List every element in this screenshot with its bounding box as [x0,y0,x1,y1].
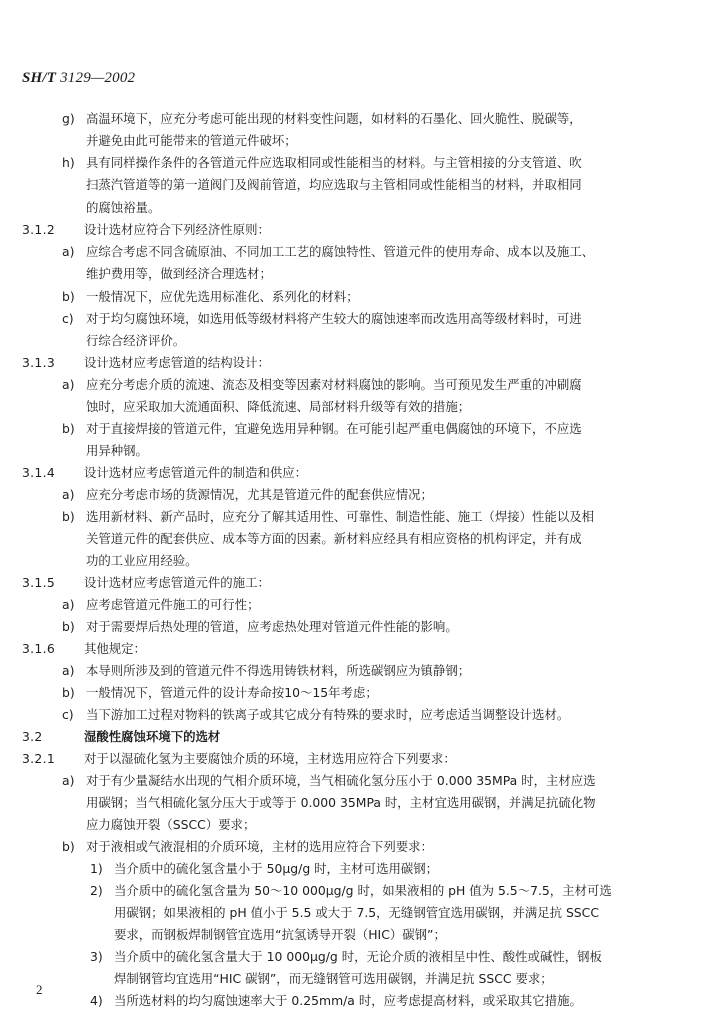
list-marker: b) [62,839,75,854]
text-line [0,616,701,638]
section-number: 3.1.6 [22,641,56,656]
section-heading [0,726,701,748]
line-text: 本导则所涉及到的管道元件不得选用铸铁材料，所选碳钢应为镇静钢； [86,663,471,678]
text-line [0,880,701,902]
list-marker: a) [62,663,75,678]
page-number: 2 [36,982,43,997]
text-line [0,108,701,130]
text-line [0,660,701,682]
line-text: 应充分考虑市场的货源情况，尤其是管道元件的配套供应情况； [86,487,433,502]
line-text: 用碳钢；如果液相的 pH 值小于 5.5 或大于 7.5，无缝钢管宜选用碳钢，并满足抗 SSCC [114,905,599,920]
line-text: 并避免由此可能带来的管道元件破坏； [86,133,297,148]
line-text: 功的工业应用经验。 [86,553,198,568]
line-text: 设计选材应考虑管道的结构设计： [84,355,270,370]
line-text: 行综合经济评价。 [86,333,186,348]
text-line [0,241,701,263]
list-marker: 2) [90,883,103,898]
list-marker: a) [62,773,75,788]
text-line [0,550,701,572]
text-line [0,396,701,418]
section-number: 3.1.3 [22,355,56,370]
section-number: 3.1.2 [22,222,56,237]
text-line [0,858,701,880]
text-line [0,506,701,528]
line-text: 一般情况下，管道元件的设计寿命按10～15年考虑； [86,685,378,700]
line-text: 焊制钢管均宜选用“HIC 碳钢”，而无缝钢管可选用碳钢，并满足抗 SSCC 要求； [114,971,553,986]
line-text: 关管道元件的配套供应、成本等方面的因素。新材料应经具有相应资格的机构评定，并有成 [86,531,582,546]
line-text: 应力腐蚀开裂（SSCC）要求； [86,817,256,832]
line-text: 对于液相或气液混相的介质环境，主材的选用应符合下列要求： [86,839,433,854]
text-line [0,130,701,152]
text-line [0,308,701,330]
text-line [0,946,701,968]
line-text: 当介质中的硫化氢含量小于 50μg/g 时，主材可选用碳钢； [114,861,439,876]
line-text: 对于均匀腐蚀环境，如选用低等级材料将产生较大的腐蚀速率而改选用高等级材料时，可进 [86,311,582,326]
line-text: 设计选材应符合下列经济性原则： [84,222,270,237]
line-text: 对于直接焊接的管道元件，宜避免选用异种钢。在可能引起严重电偶腐蚀的环境下，不应选 [86,421,582,436]
line-text: 设计选材应考虑管道元件的施工： [84,575,270,590]
text-line [0,330,701,352]
list-marker: b) [62,619,75,634]
line-text: 用异种钢。 [86,443,148,458]
line-text: 对于以湿硫化氢为主要腐蚀介质的环境，主材选用应符合下列要求： [84,751,456,766]
line-text: 蚀时，应采取加大流通面积、降低流速、局部材料升级等有效的措施； [86,399,471,414]
line-text: 当介质中的硫化氢含量为 50～10 000μg/g 时，如果液相的 pH 值为 5.5～7.5，主材可选 [114,883,612,898]
text-line [0,682,701,704]
list-marker: 4) [90,993,103,1008]
line-text: 用碳钢；当气相硫化氢分压大于或等于 0.000 35MPa 时，主材宜选用碳钢，并满足抗硫化物 [86,795,596,810]
text-line [0,263,701,285]
text-line [0,374,701,396]
list-marker: h) [62,155,75,170]
list-marker: b) [62,289,75,304]
section-heading [0,352,701,374]
standard-year: 3129—2002 [60,70,136,86]
line-text: 选用新材料、新产品时，应充分了解其适用性、可靠性、制造性能、施工（焊接）性能以及相 [86,509,595,524]
line-text: 当介质中的硫化氢含量大于 10 000μg/g 时，无论介质的液相呈中性、酸性或碱性，钢板 [114,949,602,964]
text-line [0,440,701,462]
line-text: 的腐蚀裕量。 [86,200,161,215]
line-text: 应综合考虑不同含硫原油、不同加工工艺的腐蚀特性、管道元件的使用寿命、成本以及施工、 [86,244,595,259]
line-text: 湿酸性腐蚀环境下的选材 [84,729,221,744]
line-text: 扫蒸汽管道等的第一道阀门及阀前管道，均应选取与主管相同或性能相当的材料，并取相同 [86,177,582,192]
text-line [0,174,701,196]
text-line [0,704,701,726]
document-code-header [22,70,135,87]
line-text: 维护费用等，做到经济合理选材； [86,266,272,281]
line-text: 设计选材应考虑管道元件的制造和供应： [84,465,308,480]
line-text: 当下游加工过程对物料的铁离子或其它成分有特殊的要求时，应考虑适当调整设计选材。 [86,707,570,722]
section-heading [0,638,701,660]
list-marker: a) [62,487,75,502]
line-text: 对于有少量凝结水出现的气相介质环境，当气相硫化氢分压小于 0.000 35MPa 时，主材应选 [86,773,596,788]
section-number: 3.1.4 [22,465,56,480]
list-marker: 3) [90,949,103,964]
list-marker: b) [62,685,75,700]
section-heading [0,219,701,241]
line-text: 一般情况下，应优先选用标准化、系列化的材料； [86,289,359,304]
line-text: 高温环境下，应充分考虑可能出现的材料变性问题，如材料的石墨化、回火脆性、脱碳等， [86,111,582,126]
section-heading [0,572,701,594]
line-text: 当所选材料的均匀腐蚀速率大于 0.25mm/a 时，应考虑提高材料，或采取其它措施。 [114,993,582,1008]
text-line [0,792,701,814]
list-marker: g) [62,111,75,126]
section-heading [0,462,701,484]
line-text: 应充分考虑介质的流速、流态及相变等因素对材料腐蚀的影响。当可预见发生严重的冲刷腐 [86,377,582,392]
standard-code: SH/T [22,70,57,86]
text-line [0,594,701,616]
text-line [0,286,701,308]
text-line [0,836,701,858]
text-line [0,197,701,219]
list-marker: c) [62,707,74,722]
text-line [0,814,701,836]
text-line [0,528,701,550]
list-marker: a) [62,377,75,392]
line-text: 具有同样操作条件的各管道元件应选取相同或性能相当的材料。与主管相接的分支管道、吹 [86,155,582,170]
text-line [0,968,701,990]
section-number: 3.2.1 [22,751,56,766]
text-line [0,484,701,506]
list-marker: c) [62,311,74,326]
text-line [0,990,701,1012]
line-text: 对于需要焊后热处理的管道，应考虑热处理对管道元件性能的影响。 [86,619,458,634]
section-number: 3.1.5 [22,575,56,590]
section-number: 3.2 [22,729,43,744]
line-text: 其他规定： [84,641,146,656]
list-marker: 1) [90,861,103,876]
text-line [0,152,701,174]
list-marker: a) [62,244,75,259]
list-marker: a) [62,597,75,612]
list-marker: b) [62,509,75,524]
text-line [0,418,701,440]
list-marker: b) [62,421,75,436]
text-line [0,902,701,924]
section-heading [0,748,701,770]
line-text: 要求，而钢板焊制钢管宜选用“抗氢诱导开裂（HIC）碳钢”； [114,927,446,942]
line-text: 应考虑管道元件施工的可行性； [86,597,260,612]
text-line [0,770,701,792]
text-line [0,924,701,946]
